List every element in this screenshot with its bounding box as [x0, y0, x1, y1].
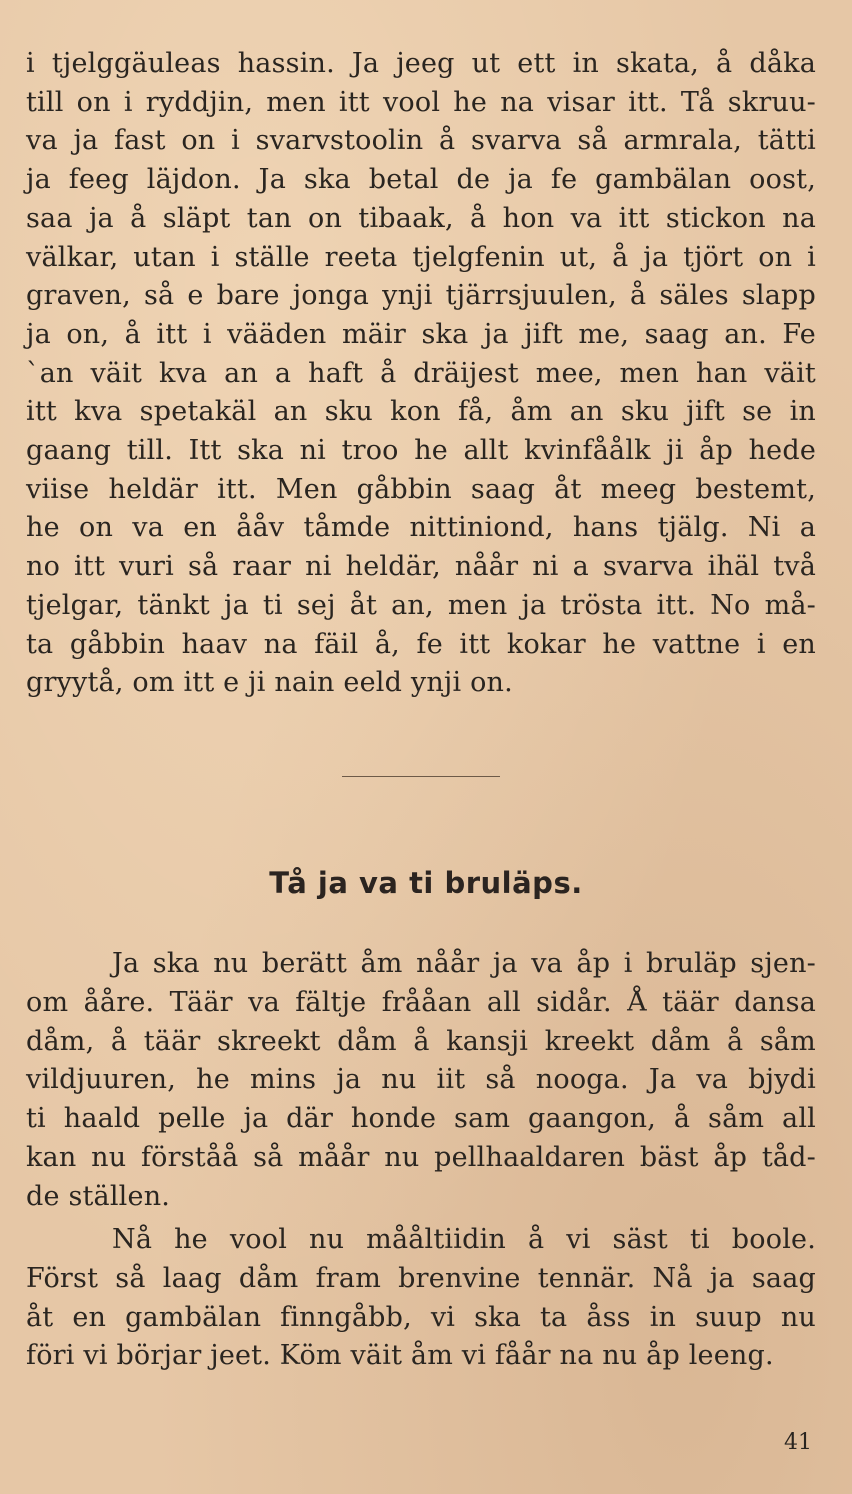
text-line: de ställen. [26, 1180, 171, 1212]
text-line: Ja ska nu berätt åm nåår ja va åp i bruläp sjen- [112, 948, 816, 979]
text-line: dåm, å täär skreekt dåm å kansji kreekt dåm å såm [26, 1025, 816, 1057]
text-line: välkar, utan i ställe reeta tjelgfenin ut, å ja tjört on i [26, 241, 816, 273]
text-line: itt kva spetakäl an sku kon få, åm an sku jift se in [26, 396, 816, 428]
text-line: va ja fast on i svarvstoolin å svarva så armrala, tätti [26, 125, 816, 157]
text-line: ti haald pelle ja där honde sam gaangon, å såm all [26, 1103, 816, 1135]
text-line: he on va en ååv tåmde nittiniond, hans tjälg. Ni a [26, 512, 816, 544]
text-line: ta gåbbin haav na fäil å, fe itt kokar he vattne i en [26, 628, 816, 660]
text-line: kan nu förståå så måår nu pellhaaldaren bäst åp tåd- [26, 1142, 816, 1173]
text-line: graven, så e bare jonga ynji tjärrsjuulen, å säles slapp [26, 280, 816, 312]
text-line: i tjelggäuleas hassin. Ja jeeg ut ett in skata, å dåka [26, 48, 816, 79]
page-number: 41 [784, 1430, 812, 1455]
text-line: Först så laag dåm fram brenvine tennär. Nå ja saag [26, 1262, 816, 1294]
text-line: no itt vuri så raar ni heldär, nåår ni a svarva ihäl två [26, 551, 816, 583]
text-line: om ååre. Täär va fältje frååan all sidår. Å täär dansa [26, 986, 816, 1018]
text-line: saa ja å släpt tan on tibaak, å hon va itt stickon na [26, 202, 816, 234]
text-line: till on i ryddjin, men itt vool he na visar itt. Tå skruu- [26, 86, 816, 118]
text-line: `an väit kva an a haft å dräijest mee, men han väit [26, 357, 816, 389]
text-line: vildjuuren, he mins ja nu iit så nooga. Ja va bjydi [26, 1064, 816, 1096]
text-line: åt en gambälan finngåbb, vi ska ta åss in suup nu [26, 1301, 816, 1333]
text-line: Nå he vool nu mååltiidin å vi säst ti boole. [112, 1224, 816, 1255]
text-line: gaang till. Itt ska ni troo he allt kvinfåålk ji åp hede [26, 435, 816, 466]
text-line: ja feeg läjdon. Ja ska betal de ja fe gambälan oost, [26, 164, 816, 196]
text-line: föri vi börjar jeet. Köm väit åm vi fåår na nu åp leeng. [26, 1340, 774, 1372]
section-heading: Tå ja va ti bruläps. [269, 866, 583, 900]
text-line: gryytå, om itt e ji nain eeld ynji on. [26, 667, 513, 699]
text-line: ja on, å itt i vääden mäir ska ja jift me, saag an. Fe [26, 318, 816, 350]
section-divider [342, 776, 500, 777]
text-line: tjelgar, tänkt ja ti sej åt an, men ja trösta itt. No må- [26, 589, 816, 621]
text-line: viise heldär itt. Men gåbbin saag åt meeg bestemt, [26, 473, 816, 505]
